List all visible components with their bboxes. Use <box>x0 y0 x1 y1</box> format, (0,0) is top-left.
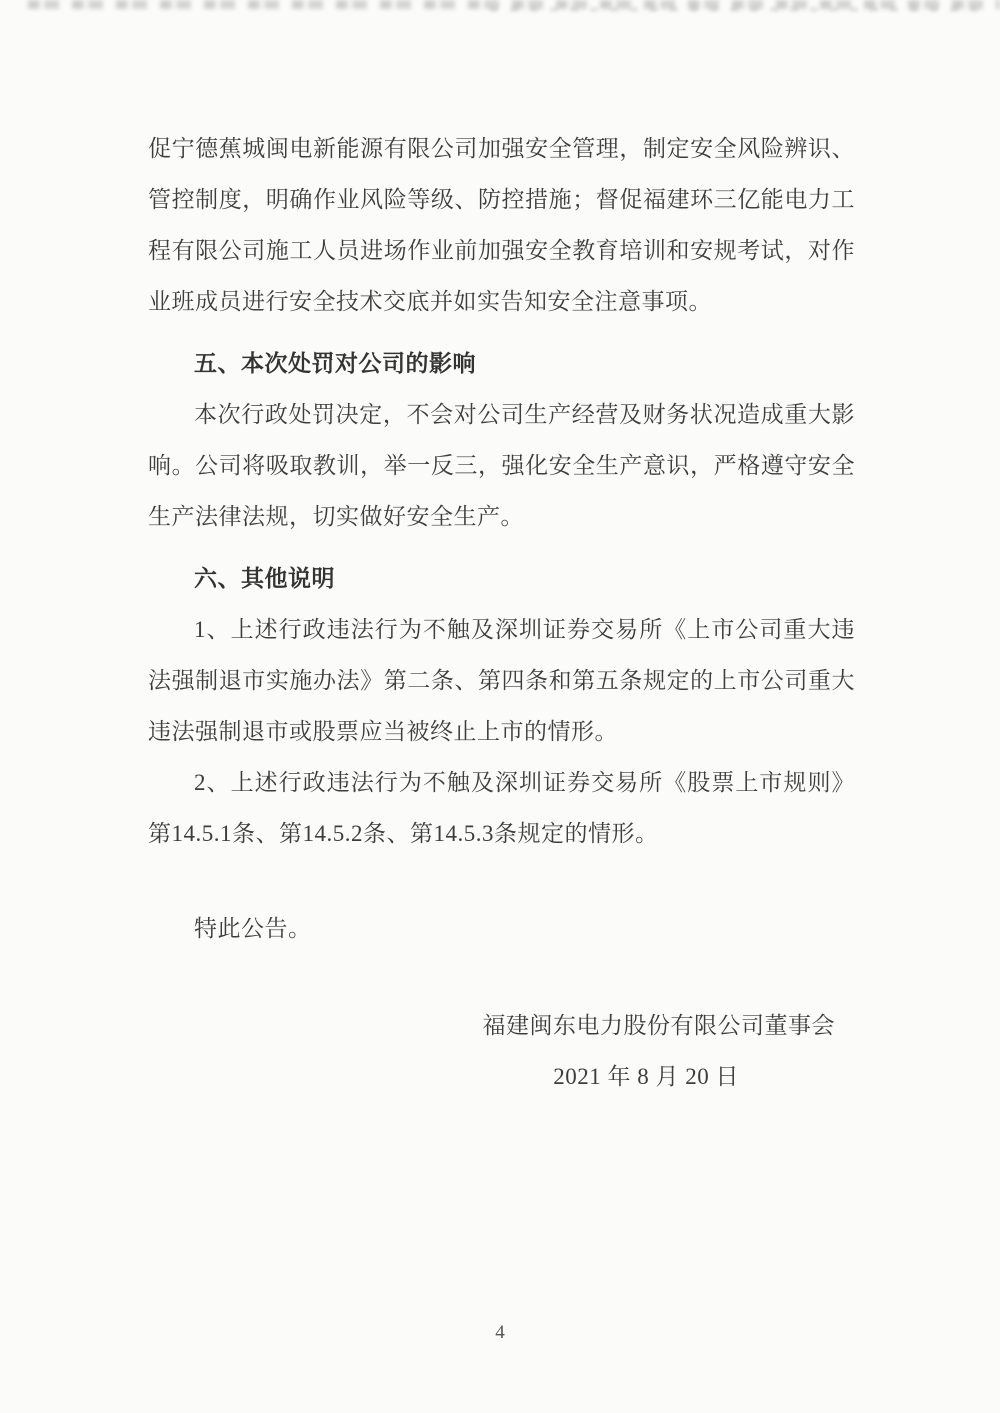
document-body <box>148 123 855 1102</box>
signature-date: 2021 年 8 月 20 日 <box>553 1064 739 1089</box>
scan-artifact-top-right <box>490 7 990 12</box>
section5-body: 本次行政处罚决定，不会对公司生产经营及财务状况造成重大影响。公司将吸取教训，举一反三，强化安全生产意识，严格遵守安全生产法律法规，切实做好安全生产。 <box>148 402 855 529</box>
section5-heading: 五、本次处罚对公司的影响 <box>194 351 476 376</box>
section6-heading: 六、其他说明 <box>194 566 335 591</box>
closing-statement: 特此公告。 <box>194 916 312 941</box>
page-number: 4 <box>495 1322 505 1343</box>
section6-item2: 2、上述行政违法行为不触及深圳证券交易所《股票上市规则》第14.5.1条、第14.5.2条、第14.5.3条规定的情形。 <box>148 770 855 846</box>
signature-company: 福建闽东电力股份有限公司董事会 <box>482 1013 835 1038</box>
paragraph-continuation: 促宁德蕉城闽电新能源有限公司加强安全管理，制定安全风险辨识、管控制度，明确作业风险等级、防控措施；督促福建环三亿能电力工程有限公司施工人员进场作业前加强安全教育培训和安规考试，对作业班成员进行安全技术交底并如实告知安全注意事项。 <box>148 136 855 314</box>
section6-item1: 1、上述行政违法行为不触及深圳证券交易所《上市公司重大违法强制退市实施办法》第二条、第四条和第五条规定的上市公司重大违法强制退市或股票应当被终止上市的情形。 <box>148 617 855 744</box>
